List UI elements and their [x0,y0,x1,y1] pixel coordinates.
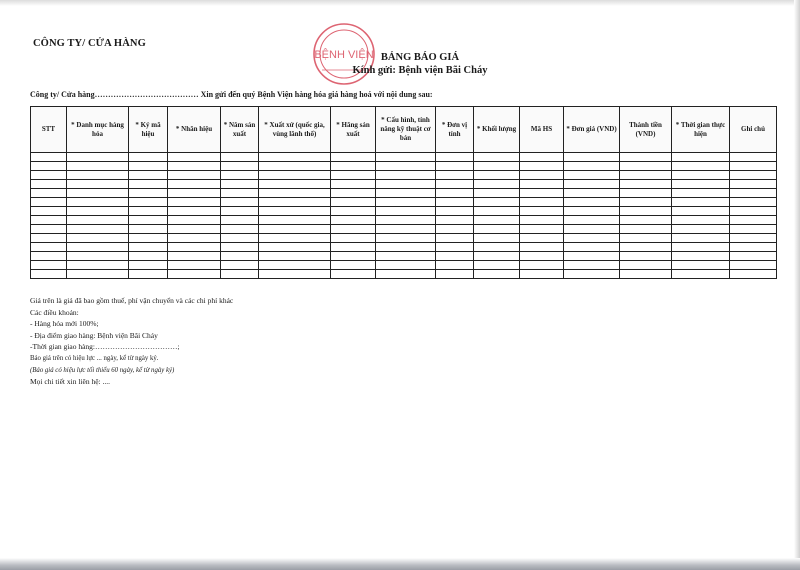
table-row [31,153,777,162]
table-cell[interactable] [168,162,221,171]
table-cell[interactable] [31,261,67,270]
column-header: Thành tiền (VND) [620,107,672,153]
table-row [31,180,777,189]
table-cell[interactable] [520,153,564,162]
table-row [31,162,777,171]
table-cell[interactable] [259,207,331,216]
table-cell[interactable] [520,252,564,261]
table-cell[interactable] [620,225,672,234]
table-cell[interactable] [259,153,331,162]
table-cell[interactable] [259,225,331,234]
note-new-goods: - Hàng hóa mới 100%; [30,319,99,329]
table-cell[interactable] [259,216,331,225]
table-cell[interactable] [259,180,331,189]
table-cell[interactable] [331,162,376,171]
table-cell[interactable] [67,162,129,171]
table-row [31,243,777,252]
table-cell[interactable] [620,252,672,261]
table-cell[interactable] [436,252,474,261]
table-cell[interactable] [730,270,777,279]
table-cell[interactable] [564,252,620,261]
table-cell[interactable] [259,198,331,207]
table-cell[interactable] [564,261,620,270]
terms-notes [30,295,450,388]
table-cell[interactable] [259,243,331,252]
table-row [31,234,777,243]
table-cell[interactable] [620,198,672,207]
table-cell[interactable] [221,252,259,261]
table-cell[interactable] [31,171,67,180]
table-cell[interactable] [168,189,221,198]
table-cell[interactable] [376,270,436,279]
table-cell[interactable] [67,180,129,189]
table-cell[interactable] [31,162,67,171]
table-cell[interactable] [67,243,129,252]
table-cell[interactable] [520,216,564,225]
table-cell[interactable] [730,234,777,243]
table-cell[interactable] [564,171,620,180]
table-cell[interactable] [564,153,620,162]
table-cell[interactable] [730,252,777,261]
table-cell[interactable] [259,234,331,243]
column-header: * Ký mã hiệu [129,107,168,153]
table-cell[interactable] [620,171,672,180]
table-cell[interactable] [564,162,620,171]
table-cell[interactable] [168,225,221,234]
table-cell[interactable] [564,180,620,189]
table-cell[interactable] [620,270,672,279]
intro-line: Công ty/ Cửa hàng………………………………… Xin gửi đến quý Bệnh Viện hàng hóa giá hàng hoá với nội dung sau: [30,90,433,99]
table-cell[interactable] [376,180,436,189]
column-header: STT [31,107,67,153]
table-cell[interactable] [376,225,436,234]
table-cell[interactable] [376,216,436,225]
column-header: * Năm sản xuất [221,107,259,153]
table-cell[interactable] [168,252,221,261]
table-cell[interactable] [672,171,730,180]
table-cell[interactable] [436,216,474,225]
note-validity: Báo giá trên có hiệu lực ... ngày, kể từ ngày ký. [30,354,159,362]
note-delivery-place: - Địa điểm giao hàng: Bệnh viện Bãi Cháy [30,330,158,340]
table-cell[interactable] [129,216,168,225]
table-cell[interactable] [620,153,672,162]
column-header: * Danh mục hàng hóa [67,107,129,153]
table-cell[interactable] [168,198,221,207]
table-cell[interactable] [331,252,376,261]
table-cell[interactable] [331,171,376,180]
company-heading: CÔNG TY/ CỬA HÀNG [33,38,146,49]
table-cell[interactable] [67,252,129,261]
table-cell[interactable] [31,198,67,207]
table-cell[interactable] [129,234,168,243]
table-cell[interactable] [672,189,730,198]
table-cell[interactable] [129,153,168,162]
column-header: * Thời gian thực hiện [672,107,730,153]
table-cell[interactable] [129,243,168,252]
table-cell[interactable] [67,216,129,225]
document-recipient: Kính gửi: Bệnh viện Bãi Cháy [352,65,488,76]
table-cell[interactable] [730,216,777,225]
table-cell[interactable] [730,261,777,270]
quotation-table [30,106,777,279]
table-cell[interactable] [730,207,777,216]
column-header: * Đơn vị tính [436,107,474,153]
stamp-label: BỆNH VIỆN [314,49,374,61]
page-bottom-edge [0,558,800,570]
table-cell[interactable] [474,252,520,261]
table-cell[interactable] [31,225,67,234]
table-cell[interactable] [672,216,730,225]
table-cell[interactable] [564,189,620,198]
table-cell[interactable] [259,189,331,198]
table-cell[interactable] [474,207,520,216]
table-cell[interactable] [730,171,777,180]
table-cell[interactable] [31,189,67,198]
table-cell[interactable] [221,180,259,189]
table-cell[interactable] [436,189,474,198]
table-cell[interactable] [520,225,564,234]
table-cell[interactable] [436,225,474,234]
table-cell[interactable] [730,243,777,252]
table-cell[interactable] [474,153,520,162]
table-cell[interactable] [672,270,730,279]
table-cell[interactable] [436,243,474,252]
table-cell[interactable] [436,180,474,189]
table-row [31,261,777,270]
table-cell[interactable] [129,261,168,270]
table-cell[interactable] [436,261,474,270]
note-delivery-time: -Thời gian giao hàng:……………………………; [30,342,180,352]
column-header: Ghi chú [730,107,777,153]
table-cell[interactable] [331,207,376,216]
table-cell[interactable] [221,216,259,225]
table-cell[interactable] [221,207,259,216]
table-cell[interactable] [620,207,672,216]
table-cell[interactable] [331,261,376,270]
table-cell[interactable] [474,198,520,207]
table-cell[interactable] [259,252,331,261]
table-cell[interactable] [620,180,672,189]
table-cell[interactable] [168,180,221,189]
table-cell[interactable] [67,198,129,207]
table-cell[interactable] [221,162,259,171]
table-cell[interactable] [259,270,331,279]
table-cell[interactable] [129,225,168,234]
page-right-edge [794,0,800,570]
table-cell[interactable] [31,180,67,189]
table-cell[interactable] [474,162,520,171]
column-header: * Nhãn hiệu [168,107,221,153]
table-cell[interactable] [564,243,620,252]
table-cell[interactable] [67,171,129,180]
table-cell[interactable] [221,225,259,234]
table-cell[interactable] [221,261,259,270]
table-cell[interactable] [67,225,129,234]
table-cell[interactable] [129,171,168,180]
table-cell[interactable] [520,189,564,198]
table-cell[interactable] [331,180,376,189]
table-cell[interactable] [376,252,436,261]
table-cell[interactable] [436,153,474,162]
table-row [31,198,777,207]
table-cell[interactable] [730,180,777,189]
column-header: * Hãng sản xuất [331,107,376,153]
table-cell[interactable] [67,207,129,216]
table-cell[interactable] [376,261,436,270]
note-price-inclusive: Giá trên là giá đã bao gồm thuế, phí vận chuyển và các chi phí khác [30,296,234,305]
table-cell[interactable] [67,261,129,270]
table-cell[interactable] [474,171,520,180]
table-cell[interactable] [168,243,221,252]
table-cell[interactable] [520,207,564,216]
column-header: * Khối lượng [474,107,520,153]
table-cell[interactable] [331,225,376,234]
table-cell[interactable] [436,270,474,279]
table-row [31,189,777,198]
table-cell[interactable] [67,270,129,279]
page-top-edge [0,0,800,6]
table-cell[interactable] [730,225,777,234]
table-cell[interactable] [376,189,436,198]
table-cell[interactable] [168,153,221,162]
table-cell[interactable] [31,234,67,243]
column-header: * Đơn giá (VND) [564,107,620,153]
table-cell[interactable] [129,198,168,207]
column-header: Mã HS [520,107,564,153]
table-cell[interactable] [672,243,730,252]
table-cell[interactable] [672,234,730,243]
table-cell[interactable] [730,153,777,162]
table-cell[interactable] [129,207,168,216]
table-cell[interactable] [520,198,564,207]
table-cell[interactable] [620,261,672,270]
table-cell[interactable] [520,171,564,180]
table-cell[interactable] [474,270,520,279]
table-cell[interactable] [221,198,259,207]
table-row [31,225,777,234]
table-cell[interactable] [672,162,730,171]
table-cell[interactable] [672,261,730,270]
table-cell[interactable] [129,162,168,171]
table-cell[interactable] [376,207,436,216]
table-cell[interactable] [620,234,672,243]
table-row [31,207,777,216]
table-cell[interactable] [474,234,520,243]
table-cell[interactable] [474,216,520,225]
table-cell[interactable] [168,270,221,279]
table-cell[interactable] [436,171,474,180]
table-cell[interactable] [672,225,730,234]
table-cell[interactable] [730,189,777,198]
document-title: BẢNG BÁO GIÁ [380,52,460,63]
table-cell[interactable] [620,243,672,252]
table-cell[interactable] [376,171,436,180]
table-cell[interactable] [259,171,331,180]
table-cell[interactable] [564,207,620,216]
table-cell[interactable] [331,153,376,162]
table-cell[interactable] [376,243,436,252]
table-cell[interactable] [331,234,376,243]
table-row [31,252,777,261]
table-cell[interactable] [520,162,564,171]
table-cell[interactable] [331,243,376,252]
table-cell[interactable] [129,189,168,198]
table-cell[interactable] [31,153,67,162]
table-cell[interactable] [672,252,730,261]
table-cell[interactable] [168,216,221,225]
table-cell[interactable] [376,162,436,171]
table-cell[interactable] [31,216,67,225]
table-cell[interactable] [620,162,672,171]
table-cell[interactable] [730,162,777,171]
table-cell[interactable] [474,243,520,252]
table-cell[interactable] [520,243,564,252]
table-cell[interactable] [221,270,259,279]
table-cell[interactable] [564,234,620,243]
table-cell[interactable] [474,189,520,198]
table-cell[interactable] [221,171,259,180]
table-cell[interactable] [31,270,67,279]
table-cell[interactable] [620,216,672,225]
table-cell[interactable] [564,225,620,234]
table-cell[interactable] [436,162,474,171]
table-cell[interactable] [129,252,168,261]
table-cell[interactable] [474,261,520,270]
table-cell[interactable] [520,180,564,189]
table-row [31,171,777,180]
table-row [31,216,777,225]
table-cell[interactable] [672,153,730,162]
column-header: * Xuất xứ (quốc gia, vùng lãnh thổ) [259,107,331,153]
table-cell[interactable] [436,207,474,216]
table-cell[interactable] [436,234,474,243]
note-terms-heading: Các điều khoản: [30,307,79,317]
table-cell[interactable] [376,234,436,243]
table-cell[interactable] [520,234,564,243]
table-cell[interactable] [520,270,564,279]
table-cell[interactable] [564,216,620,225]
table-cell[interactable] [31,243,67,252]
table-cell[interactable] [331,198,376,207]
table-cell[interactable] [168,171,221,180]
table-cell[interactable] [376,153,436,162]
table-cell[interactable] [259,162,331,171]
table-cell[interactable] [259,261,331,270]
table-cell[interactable] [620,189,672,198]
table-cell[interactable] [331,216,376,225]
table-cell[interactable] [436,198,474,207]
table-cell[interactable] [221,153,259,162]
table-cell[interactable] [331,189,376,198]
table-cell[interactable] [168,234,221,243]
table-cell[interactable] [564,270,620,279]
table-cell[interactable] [474,225,520,234]
table-cell[interactable] [31,252,67,261]
table-cell[interactable] [564,198,620,207]
table-cell[interactable] [730,198,777,207]
table-cell[interactable] [67,153,129,162]
table-cell[interactable] [31,207,67,216]
table-cell[interactable] [168,207,221,216]
table-cell[interactable] [331,270,376,279]
table-cell[interactable] [672,180,730,189]
table-cell[interactable] [672,207,730,216]
column-header: * Cấu hình, tính năng kỹ thuật cơ bản [376,107,436,153]
table-cell[interactable] [67,234,129,243]
table-row [31,270,777,279]
table-cell[interactable] [221,234,259,243]
note-validity-minimum: (Báo giá có hiệu lực tối thiểu 60 ngày, kể từ ngày ký) [30,366,175,374]
table-cell[interactable] [129,180,168,189]
table-cell[interactable] [474,180,520,189]
table-cell[interactable] [67,189,129,198]
note-contact: Mọi chi tiết xin liên hệ: .... [30,377,110,387]
table-cell[interactable] [129,270,168,279]
table-cell[interactable] [672,198,730,207]
table-cell[interactable] [221,189,259,198]
table-cell[interactable] [376,198,436,207]
table-header-row [31,107,777,153]
table-cell[interactable] [520,261,564,270]
table-cell[interactable] [221,243,259,252]
table-cell[interactable] [168,261,221,270]
